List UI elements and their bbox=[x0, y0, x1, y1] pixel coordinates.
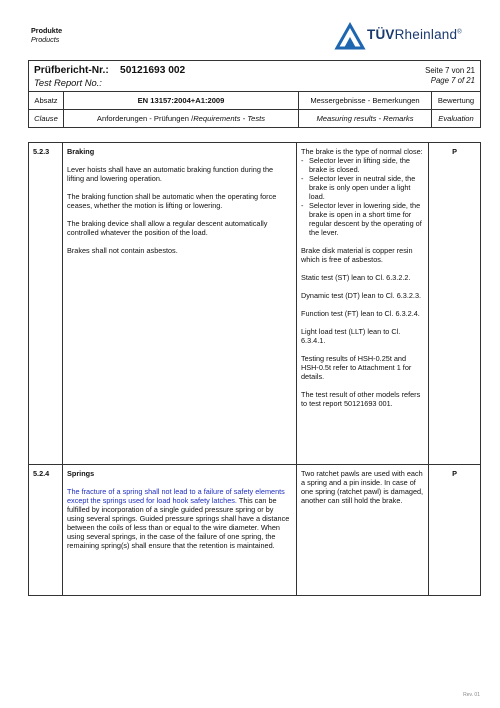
requirement-text: The braking device shall allow a regular descent automatically controlled whatever the position of the load. bbox=[67, 219, 268, 237]
result-cell bbox=[297, 143, 429, 464]
report-number: Prüfbericht-Nr.: 50121693 002 bbox=[34, 65, 186, 76]
requirement-text bbox=[67, 487, 292, 550]
col-results-en: Measuring results - Remarks bbox=[299, 110, 432, 127]
result-text: Two ratchet pawls are used with each a spring and a pin inside. In case of one spring (ratchet pawl) is damaged, another can still hold the brake. bbox=[301, 469, 424, 505]
requirement-text: Brakes shall not contain asbestos. bbox=[67, 246, 178, 255]
result-text: Dynamic test (DT) lean to Cl. 6.3.2.3. bbox=[301, 291, 422, 300]
table-row-braking bbox=[29, 143, 480, 465]
column-header-de bbox=[29, 92, 480, 110]
list-item: - Selector lever in lowering side, the brake is open in a short time for regular descent by the operating of the lever. bbox=[301, 201, 424, 237]
requirement-title: Braking bbox=[67, 147, 95, 156]
col-results-de: Messergebnisse - Bemerkungen bbox=[299, 92, 432, 109]
col-clause-de: Absatz bbox=[29, 92, 64, 109]
requirement-text: The braking function shall be automatic when the operating force ceases, whether the motion is lifting or lowering. bbox=[67, 192, 277, 210]
result-text: The brake is the type of normal close: bbox=[301, 147, 423, 156]
products-label-en: Products bbox=[31, 35, 60, 44]
col-clause-en: Clause bbox=[29, 110, 64, 127]
requirement-text: Lever hoists shall have an automatic braking function during the lifting and lowering operation. bbox=[67, 165, 274, 183]
evaluation-verdict: P bbox=[452, 469, 457, 478]
report-number-label-en: Test Report No.: bbox=[34, 77, 102, 88]
clause-number: 5.2.4 bbox=[29, 465, 63, 595]
result-text: Static test (ST) lean to Cl. 6.3.2.2. bbox=[301, 273, 411, 282]
evaluation-verdict: P bbox=[452, 147, 457, 156]
requirement-text-highlighted: The fracture of a spring shall not lead to a failure of safety elements except the springs used for load hook safety latches. bbox=[67, 487, 285, 505]
result-text: Light load test (LLT) lean to Cl. 6.3.4.1. bbox=[301, 327, 401, 345]
test-results-table bbox=[28, 142, 481, 596]
result-cell bbox=[297, 465, 429, 595]
list-item: - Selector lever in lifting side, the brake is closed. bbox=[301, 156, 424, 174]
col-requirements-en: Anforderungen - Prüfungen / Requirements - Tests bbox=[64, 110, 299, 127]
products-label-de: Produkte bbox=[31, 26, 63, 35]
col-evaluation-en: Evaluation bbox=[438, 114, 474, 123]
report-header-table bbox=[28, 60, 481, 128]
col-standard: EN 13157:2004+A1:2009 bbox=[64, 92, 299, 109]
clause-number: 5.2.3 bbox=[29, 143, 63, 464]
table-row-springs bbox=[29, 465, 480, 595]
result-text: Function test (FT) lean to Cl. 6.3.2.4. bbox=[301, 309, 420, 318]
requirement-title: Springs bbox=[67, 469, 95, 478]
requirement-text-rest: This can be fulfilled by incorporation of a single guided pressure spring or by using several springs. Guided pressure springs shall have a distance between the coils of less than or equal to the wire diameter. When using several springs, in the case of the failure of one spring, the remaining spring(s) shall ensure that the retention is maintained. bbox=[67, 496, 290, 550]
column-header-en bbox=[29, 110, 480, 127]
products-label bbox=[31, 26, 62, 44]
result-text: Brake disk material is copper resin which is free of asbestos. bbox=[301, 246, 413, 264]
list-item: - Selector lever in neutral side, the brake is only open under a light load. bbox=[301, 174, 424, 201]
page-number-de: Seite 7 von 21 bbox=[425, 66, 475, 75]
result-text: Testing results of HSH-0.25t and HSH-0.5t refer to Attachment 1 for details. bbox=[301, 354, 412, 381]
tuv-rheinland-logo: TÜVRheinland® bbox=[367, 27, 462, 42]
result-list bbox=[301, 156, 424, 237]
requirement-cell bbox=[63, 143, 297, 464]
requirement-cell bbox=[63, 465, 297, 595]
result-text: The test result of other models refers to test report 50121693 001. bbox=[301, 390, 421, 408]
col-evaluation-de: Bewertung bbox=[437, 96, 475, 105]
revision-label: Rev. 01 bbox=[463, 692, 480, 698]
page-number-en: Page 7 of 21 bbox=[430, 76, 475, 85]
report-number-row bbox=[29, 61, 480, 92]
